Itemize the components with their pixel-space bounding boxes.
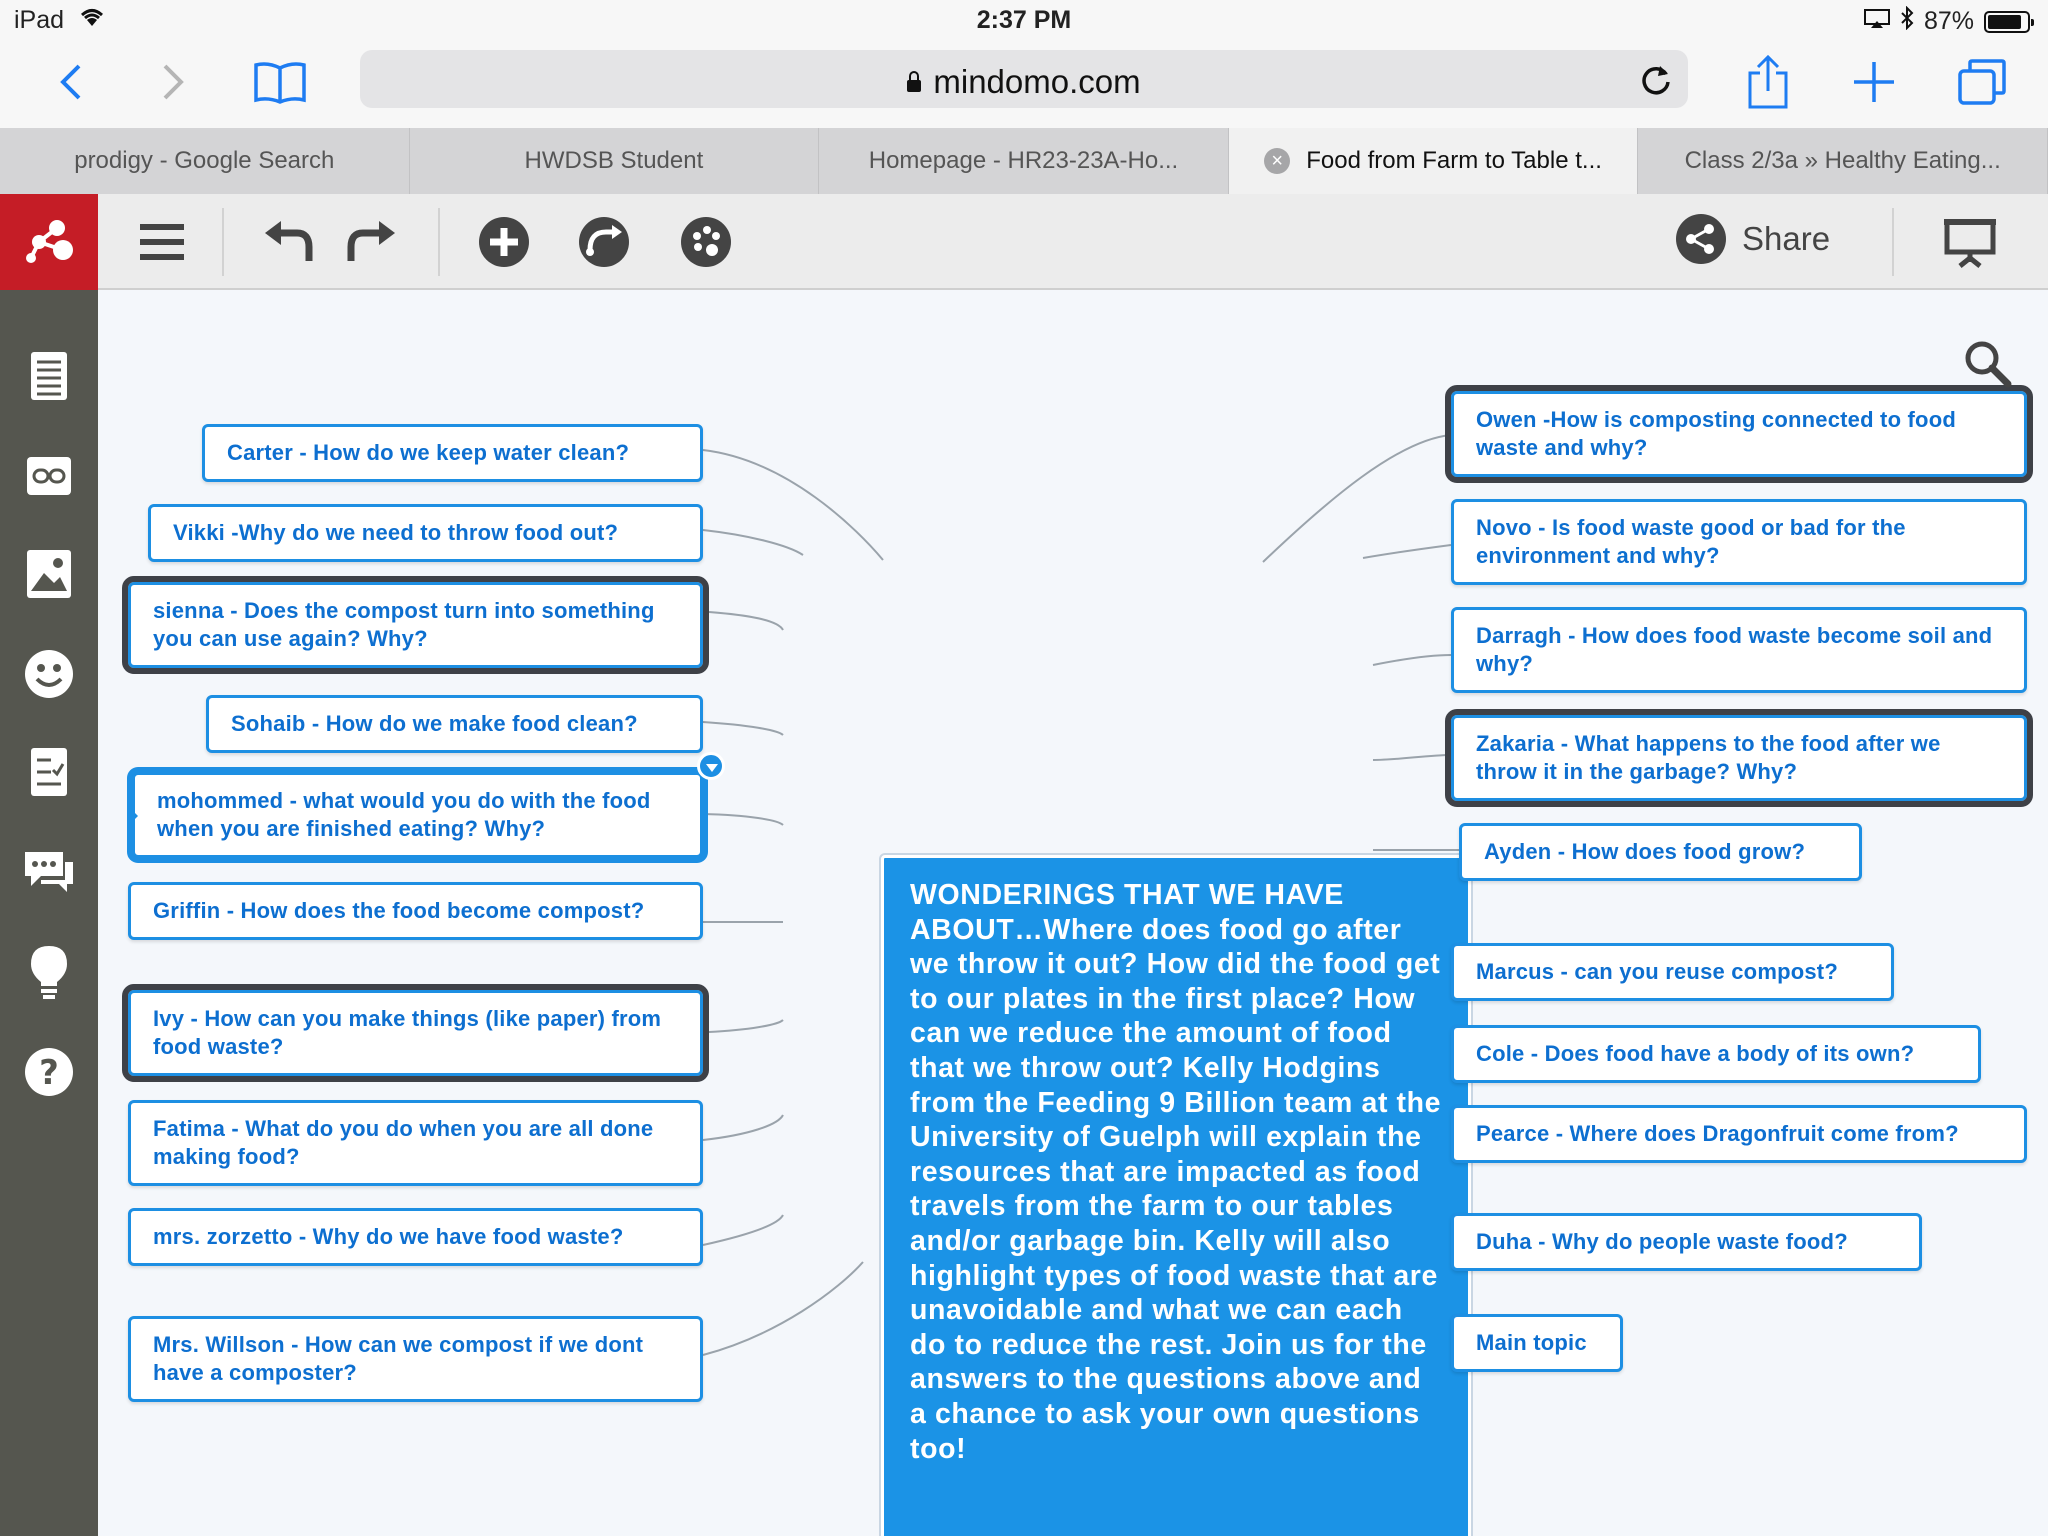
tab-label: Homepage - HR23-23A-Ho... <box>868 147 1179 174</box>
topic-text: mohommed - what would you do with the food when you are finished eating? Why? <box>157 788 651 841</box>
bookmarks-button[interactable] <box>250 52 310 112</box>
lock-icon <box>907 80 921 92</box>
browser-tabs <box>0 128 2048 194</box>
close-tab-icon[interactable]: × <box>1264 148 1290 174</box>
svg-text:?: ? <box>39 1053 59 1093</box>
topic-text: Novo - Is food waste good or bad for the environment and why? <box>1476 515 1906 568</box>
topic-text: Vikki -Why do we need to throw food out? <box>173 520 619 545</box>
undo-icon[interactable] <box>258 212 318 272</box>
topic-text: sienna - Does the compost turn into something you can use again? Why? <box>153 598 655 651</box>
topic-sohaib[interactable] <box>206 695 703 753</box>
bluetooth-icon <box>1900 6 1914 37</box>
browser-navbar <box>0 40 2048 128</box>
presentation-icon[interactable] <box>1940 212 2000 272</box>
topic-owen[interactable] <box>1451 391 2027 477</box>
topic-text: Zakaria - What happens to the food after we throw it in the garbage? Why? <box>1476 731 1941 784</box>
share-sheet-button[interactable] <box>1738 52 1798 112</box>
mindomo-logo[interactable] <box>0 194 98 290</box>
topic-darragh[interactable] <box>1451 607 2027 693</box>
tabs-overview-button[interactable] <box>1952 52 2012 112</box>
forward-button[interactable] <box>144 52 204 112</box>
add-topic-icon[interactable] <box>474 212 534 272</box>
tab-homepage[interactable] <box>819 128 1229 194</box>
collapse-toggle[interactable] <box>697 752 725 780</box>
task-icon[interactable] <box>19 742 79 802</box>
tab-label: prodigy - Google Search <box>74 147 335 174</box>
menu-icon[interactable] <box>132 212 192 272</box>
topic-text: Marcus - can you reuse compost? <box>1476 959 1838 984</box>
topic-text: Cole - Does food have a body of its own? <box>1476 1041 1915 1066</box>
topic-text: Sohaib - How do we make food clean? <box>231 711 638 736</box>
topic-text: Owen -How is composting connected to food waste and why? <box>1476 407 1956 460</box>
new-tab-button[interactable] <box>1844 52 1904 112</box>
link-icon[interactable] <box>19 446 79 506</box>
back-button[interactable] <box>40 52 100 112</box>
topic-vikki[interactable] <box>148 504 703 562</box>
topic-novo[interactable] <box>1451 499 2027 585</box>
palette-icon[interactable] <box>676 212 736 272</box>
topic-text: Fatima - What do you do when you are all done making food? <box>153 1116 654 1169</box>
outline-icon[interactable] <box>19 346 79 406</box>
share-button[interactable] <box>1676 214 1830 264</box>
tab-label: HWDSB Student <box>524 147 704 174</box>
search-icon[interactable] <box>1962 338 2014 390</box>
help-icon[interactable] <box>19 1042 79 1102</box>
left-sidebar <box>0 290 98 1536</box>
topic-text: Darragh - How does food waste become soil and why? <box>1476 623 1993 676</box>
topic-mrs-willson[interactable] <box>128 1316 703 1402</box>
reload-icon[interactable] <box>1638 62 1674 98</box>
topic-mohommed[interactable] <box>132 772 703 858</box>
mindmap-canvas[interactable] <box>98 290 2048 1536</box>
image-icon[interactable] <box>19 544 79 604</box>
topic-pearce[interactable] <box>1451 1105 2027 1163</box>
tab-food-from-farm[interactable] <box>1229 128 1639 194</box>
device-name: iPad <box>14 6 65 34</box>
topic-fatima[interactable] <box>128 1100 703 1186</box>
topic-duha[interactable] <box>1451 1213 1922 1271</box>
share-icon <box>1676 214 1726 264</box>
topic-marcus[interactable] <box>1451 943 1894 1001</box>
topic-zakaria[interactable] <box>1451 715 2027 801</box>
battery-fill <box>1988 15 2021 29</box>
topic-text: Duha - Why do people waste food? <box>1476 1229 1848 1254</box>
tab-hwdsb[interactable] <box>410 128 820 194</box>
battery-icon <box>1984 11 2030 33</box>
address-bar[interactable] <box>360 50 1688 108</box>
central-topic[interactable] <box>881 855 1471 1536</box>
tab-label: Class 2/3a » Healthy Eating... <box>1684 147 2001 174</box>
tab-class-2-3a[interactable] <box>1638 128 2048 194</box>
airplay-icon <box>1864 7 1890 36</box>
topic-text: Ivy - How can you make things (like paper) from food waste? <box>153 1006 662 1059</box>
topic-griffin[interactable] <box>128 882 703 940</box>
topic-text: Carter - How do we keep water clean? <box>227 440 630 465</box>
tab-label: Food from Farm to Table t... <box>1306 147 1602 174</box>
topic-ayden[interactable] <box>1459 823 1862 881</box>
central-topic-text: WONDERINGS THAT WE HAVE ABOUT…Where does food go after we throw it out? How did the food get to our plates in the first place? How can we reduce the amount of food that we throw out? Kelly Hodgins from the Feeding 9 Billion team at the University of Guelph will explain the resources that are impacted as food travels from the farm to our tables and/or garbage bin. Kelly will also highlight types of food waste that are unavoidable and what we can each do to reduce the rest. Join us for the answers to the questions above and a chance to ask your own questions too! <box>910 879 1442 1465</box>
idea-icon[interactable] <box>19 942 79 1002</box>
topic-text: Mrs. Willson - How can we compost if we dont have a composter? <box>153 1332 644 1385</box>
comment-icon[interactable] <box>19 842 79 902</box>
connect-icon[interactable] <box>574 212 634 272</box>
url-text: mindomo.com <box>933 63 1141 100</box>
topic-text: mrs. zorzetto - Why do we have food waste? <box>153 1224 624 1249</box>
clock: 2:37 PM <box>976 6 1072 34</box>
topic-text: Griffin - How does the food become compost? <box>153 898 645 923</box>
topic-text: Ayden - How does food grow? <box>1484 839 1806 864</box>
topic-carter[interactable] <box>202 424 703 482</box>
tab-prodigy[interactable] <box>0 128 410 194</box>
topic-text: Main topic <box>1476 1330 1587 1355</box>
status-bar <box>0 0 2048 40</box>
topic-sienna[interactable] <box>128 582 703 668</box>
topic-ivy[interactable] <box>128 990 703 1076</box>
battery-percent: 87% <box>1923 7 1974 35</box>
app-toolbar <box>98 194 2048 290</box>
topic-cole[interactable] <box>1451 1025 1981 1083</box>
smiley-icon[interactable] <box>19 644 79 704</box>
share-label: Share <box>1742 220 1831 257</box>
topic-mrs-zorzetto[interactable] <box>128 1208 703 1266</box>
redo-icon[interactable] <box>342 212 402 272</box>
topic-text: Pearce - Where does Dragonfruit come from? <box>1476 1121 1959 1146</box>
topic-main-topic[interactable] <box>1451 1314 1623 1372</box>
